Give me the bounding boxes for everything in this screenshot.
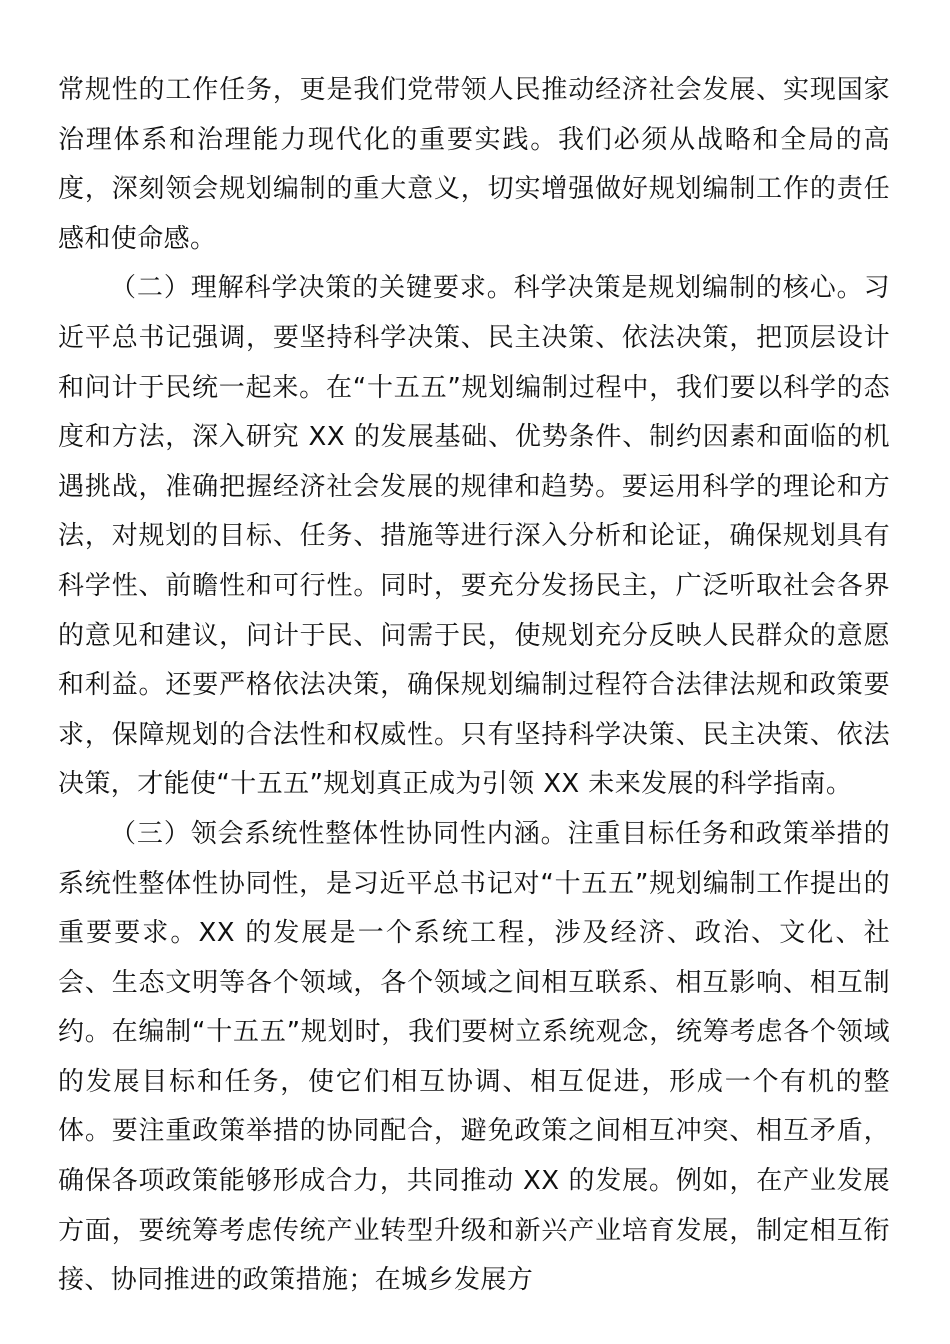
document-body: [58, 66, 890, 1306]
body-paragraph-section-3: （三）领会系统性整体性协同性内涵。注重目标任务和政策举措的系统性整体性协同性，是习近平总书记对“十五五”规划编制工作提出的重要要求。XX 的发展是一个系统工程，涉及经济、政治、文化、社会、生态文明等各个领域，各个领域之间相互联系、相互影响、相互制约。在编制“十五五”规划时，我们要树立系统观念，统筹考虑各个领域的发展目标和任务，使它们相互协调、相互促进，形成一个有机的整体。要注重政策举措的协同配合，避免政策之间相互冲突、相互矛盾，确保各项政策能够形成合力，共同推动 XX 的发展。例如，在产业发展方面，要统筹考虑传统产业转型升级和新兴产业培育发展，制定相互衔接、协同推进的政策措施；在城乡发展方: [58, 818, 890, 1296]
body-paragraph-section-2: （二）理解科学决策的关键要求。科学决策是规划编制的核心。习近平总书记强调，要坚持科学决策、民主决策、依法决策，把顶层设计和问计于民统一起来。在“十五五”规划编制过程中，我们要以科学的态度和方法，深入研究 XX 的发展基础、优势条件、制约因素和面临的机遇挑战，准确把握经济社会发展的规律和趋势。要运用科学的理论和方法，对规划的目标、任务、措施等进行深入分析和论证，确保规划具有科学性、前瞻性和可行性。同时，要充分发扬民主，广泛听取社会各界的意见和建议，问计于民、问需于民，使规划充分反映人民群众的意愿和利益。还要严格依法决策，确保规划编制过程符合法律法规和政策要求，保障规划的合法性和权威性。只有坚持科学决策、民主决策、依法决策，才能使“十五五”规划真正成为引领 XX 未来发展的科学指南。: [58, 273, 890, 800]
body-paragraph-continuation: 常规性的工作任务，更是我们党带领人民推动经济社会发展、实现国家治理体系和治理能力现代化的重要实践。我们必须从战略和全局的高度，深刻领会规划编制的重大意义，切实增强做好规划编制工作的责任感和使命感。: [58, 75, 890, 254]
